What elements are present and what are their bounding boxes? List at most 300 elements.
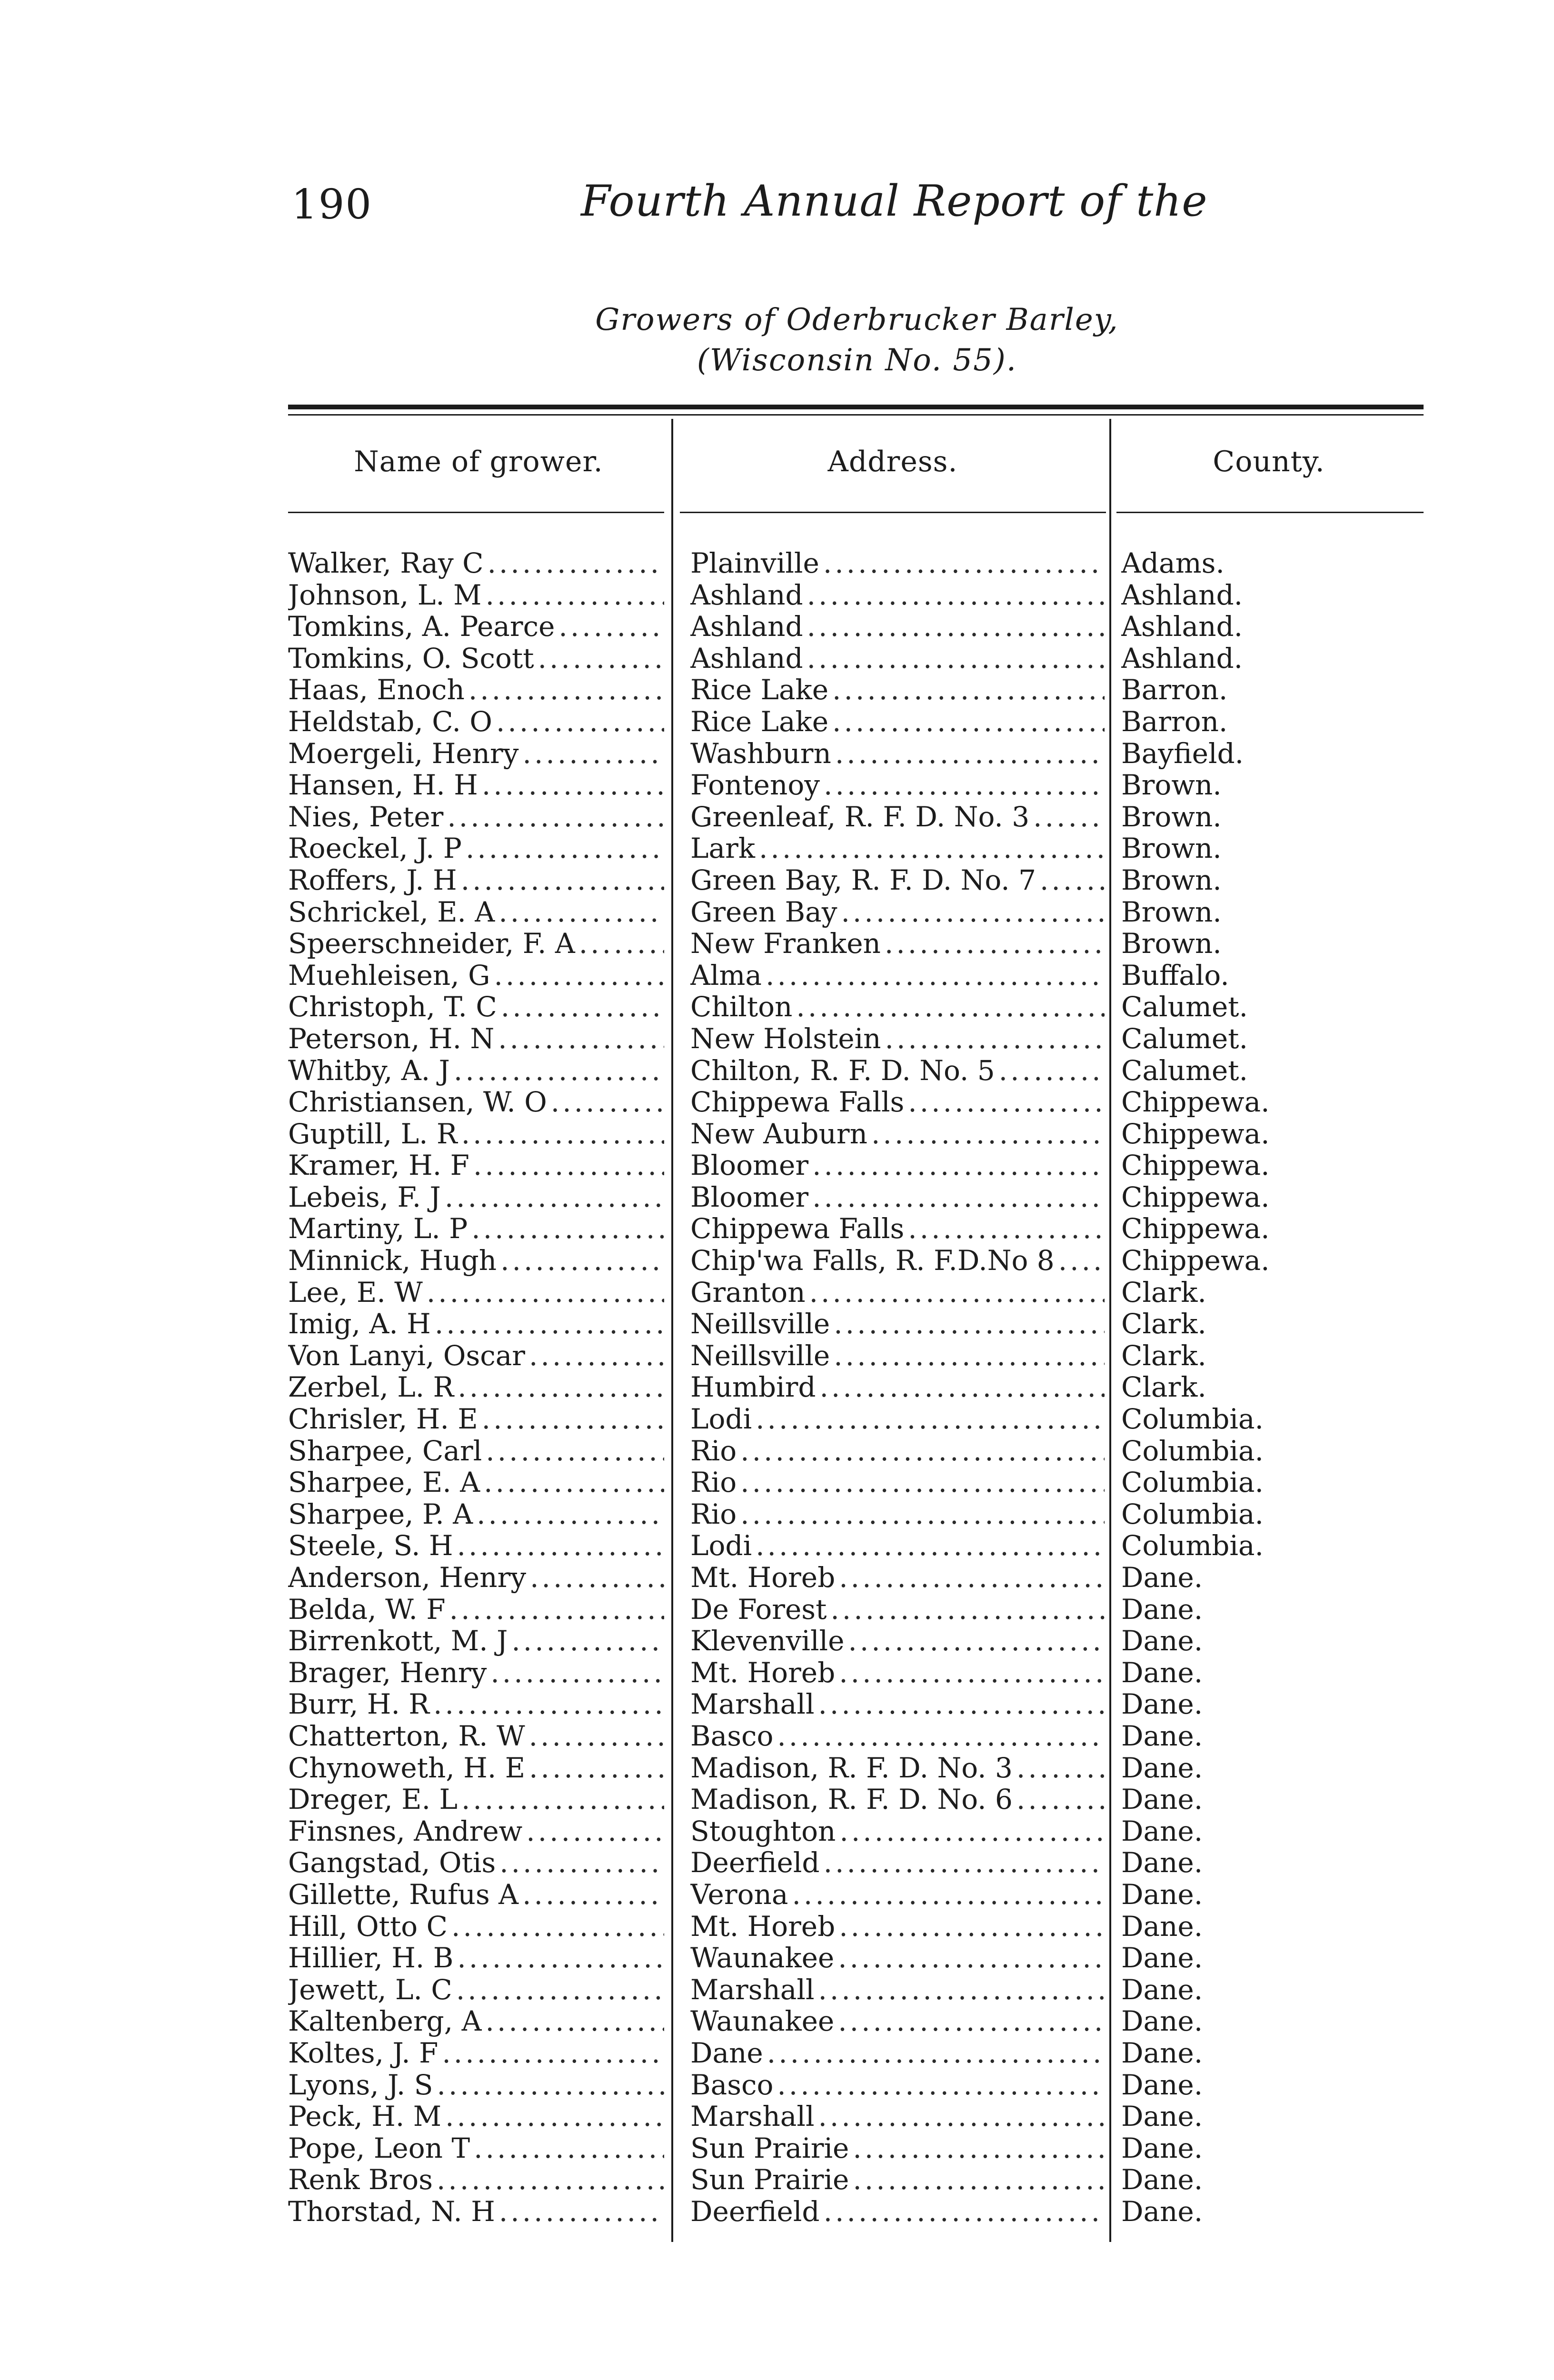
grower-name: Belda, W. F — [288, 1593, 446, 1625]
grower-address-cell — [690, 833, 1105, 864]
grower-name-cell — [288, 547, 664, 579]
leader-dots — [466, 833, 664, 864]
table-row — [288, 1150, 1431, 1181]
grower-address-cell — [690, 1815, 1105, 1847]
grower-name-cell — [288, 1942, 664, 1973]
grower-address: Chippewa Falls — [690, 1213, 905, 1245]
leader-dots — [458, 1371, 664, 1403]
grower-address-cell — [690, 769, 1105, 801]
grower-name-cell — [288, 1435, 664, 1467]
leader-dots — [824, 1847, 1105, 1878]
leader-dots — [447, 801, 664, 833]
table-row — [288, 1213, 1431, 1245]
leader-dots — [812, 1181, 1105, 1213]
grower-address: Deerfield — [690, 1847, 820, 1879]
table-row — [288, 991, 1431, 1023]
table-top-rule-thin — [288, 414, 1424, 416]
grower-name: Peterson, H. N — [288, 1022, 495, 1054]
grower-name-cell — [288, 1403, 664, 1435]
grower-address: Plainville — [690, 547, 819, 579]
grower-county-cell — [1121, 991, 1426, 1022]
table-row — [288, 960, 1431, 992]
grower-county-cell — [1121, 1371, 1426, 1403]
grower-address-cell — [690, 864, 1105, 896]
leader-dots — [449, 1594, 664, 1625]
table-row — [288, 738, 1431, 770]
grower-name-cell — [288, 2037, 664, 2069]
table-row — [288, 1023, 1431, 1055]
leader-dots — [437, 2164, 664, 2195]
leader-dots — [853, 2132, 1105, 2164]
grower-county: Chippewa. — [1121, 1181, 1270, 1213]
grower-county-cell — [1121, 2164, 1426, 2195]
leader-dots — [839, 1911, 1105, 1942]
grower-address-cell — [690, 1784, 1105, 1815]
grower-address: De Forest — [690, 1593, 827, 1625]
grower-county: Clark. — [1121, 1308, 1206, 1340]
leader-dots — [839, 1657, 1105, 1688]
grower-name-cell — [288, 706, 664, 737]
table-row — [288, 674, 1431, 706]
grower-address-cell — [690, 928, 1105, 959]
leader-dots — [474, 2132, 664, 2164]
grower-address-cell — [690, 1847, 1105, 1878]
table-row — [288, 643, 1431, 674]
grower-county: Chippewa. — [1121, 1118, 1270, 1150]
table-row — [288, 2069, 1431, 2101]
grower-name-cell — [288, 769, 664, 801]
grower-county: Columbia. — [1121, 1530, 1264, 1562]
leader-dots — [818, 1688, 1105, 1720]
grower-county-cell — [1121, 1752, 1426, 1784]
grower-address: Ashland — [690, 579, 803, 611]
grower-address: Bloomer — [690, 1150, 809, 1181]
grower-name: Hansen, H. H — [288, 769, 478, 801]
grower-name-cell — [288, 991, 664, 1022]
grower-county-cell — [1121, 1879, 1426, 1910]
leader-dots — [1033, 801, 1105, 833]
grower-name: Finsnes, Andrew — [288, 1815, 523, 1847]
leader-dots — [807, 611, 1105, 642]
grower-address: Fontenoy — [690, 769, 820, 801]
grower-name-cell — [288, 1086, 664, 1118]
leader-dots — [511, 1625, 664, 1656]
grower-county-cell — [1121, 2037, 1426, 2069]
grower-county-cell — [1121, 1467, 1426, 1498]
grower-address-cell — [690, 1688, 1105, 1720]
grower-county: Barron. — [1121, 705, 1228, 737]
table-row — [288, 611, 1431, 643]
leader-dots — [523, 738, 664, 769]
grower-address-cell — [690, 1498, 1105, 1530]
leader-dots — [1058, 1245, 1105, 1276]
grower-address-cell — [690, 2196, 1105, 2227]
leader-dots — [835, 738, 1105, 769]
grower-county-cell — [1121, 1150, 1426, 1181]
grower-name: Heldstab, C. O — [288, 705, 492, 737]
leader-dots — [538, 643, 664, 674]
grower-county-cell — [1121, 1784, 1426, 1815]
grower-name-cell — [288, 928, 664, 959]
grower-name-cell — [288, 1181, 664, 1213]
table-row — [288, 1498, 1431, 1530]
grower-name: Gangstad, Otis — [288, 1847, 496, 1879]
leader-dots — [1016, 1752, 1105, 1784]
grower-name: Minnick, Hugh — [288, 1245, 497, 1277]
grower-county: Brown. — [1121, 864, 1222, 896]
leader-dots — [494, 960, 665, 991]
leader-dots — [740, 1498, 1105, 1530]
grower-name: Anderson, Henry — [288, 1562, 527, 1593]
grower-county: Dane. — [1121, 1942, 1203, 1974]
grower-address-cell — [690, 801, 1105, 833]
leader-dots — [740, 1435, 1105, 1467]
grower-address-cell — [690, 1942, 1105, 1973]
grower-county: Columbia. — [1121, 1467, 1264, 1498]
grower-name-cell — [288, 1530, 664, 1561]
grower-name: Dreger, E. L — [288, 1784, 458, 1815]
grower-county-cell — [1121, 1277, 1426, 1308]
grower-address-cell — [690, 2164, 1105, 2195]
grower-address: Marshall — [690, 1688, 815, 1720]
grower-address: Mt. Horeb — [690, 1656, 836, 1688]
leader-dots — [461, 1118, 664, 1150]
grower-name: Muehleisen, G — [288, 959, 490, 991]
grower-county: Dane. — [1121, 1973, 1203, 2005]
grower-county: Chippewa. — [1121, 1213, 1270, 1245]
grower-address: Granton — [690, 1276, 806, 1308]
leader-dots — [818, 2101, 1105, 2132]
grower-address: Klevenville — [690, 1625, 845, 1657]
leader-dots — [529, 1752, 664, 1784]
leader-dots — [841, 896, 1105, 928]
grower-name: Gillette, Rufus A — [288, 1878, 519, 1910]
table-row — [288, 1181, 1431, 1213]
grower-name: Whitby, A. J — [288, 1054, 450, 1086]
grower-county-cell — [1121, 1530, 1426, 1561]
leader-dots — [427, 1277, 664, 1308]
grower-county: Dane. — [1121, 1688, 1203, 1720]
leader-dots — [490, 1657, 664, 1688]
grower-address-cell — [690, 1467, 1105, 1498]
leader-dots — [471, 1213, 664, 1244]
grower-name: Kaltenberg, A — [288, 2005, 482, 2037]
grower-county-cell — [1121, 706, 1426, 737]
grower-county-cell — [1121, 611, 1426, 642]
grower-address-cell — [690, 1118, 1105, 1150]
grower-county: Dane. — [1121, 1910, 1203, 1942]
leader-dots — [834, 1340, 1105, 1371]
grower-address-cell — [690, 1594, 1105, 1625]
table-body — [288, 547, 1431, 2227]
grower-address: Sun Prairie — [690, 2132, 849, 2164]
table-subtitle: (Wisconsin No. 55). — [697, 343, 1017, 378]
table-row — [288, 1118, 1431, 1150]
grower-address-cell — [690, 643, 1105, 674]
grower-name-cell — [288, 1371, 664, 1403]
grower-county-cell — [1121, 2132, 1426, 2164]
leader-dots — [871, 1118, 1105, 1150]
leader-dots — [832, 674, 1105, 705]
table-row — [288, 2164, 1431, 2196]
grower-county-cell — [1121, 1498, 1426, 1530]
grower-address: Washburn — [690, 737, 831, 769]
leader-dots — [807, 643, 1105, 674]
grower-name-cell — [288, 1720, 664, 1752]
grower-address-cell — [690, 2132, 1105, 2164]
grower-county-cell — [1121, 1181, 1426, 1213]
grower-county-cell — [1121, 896, 1426, 928]
grower-county: Dane. — [1121, 2101, 1203, 2132]
page-number: 190 — [291, 181, 373, 228]
grower-address-cell — [690, 1562, 1105, 1593]
leader-dots — [498, 896, 664, 928]
grower-county: Dane. — [1121, 2037, 1203, 2069]
table-row — [288, 1530, 1431, 1562]
grower-county: Dane. — [1121, 1625, 1203, 1657]
grower-name-cell — [288, 1625, 664, 1656]
grower-name: Martiny, L. P — [288, 1213, 468, 1245]
grower-county-cell — [1121, 1815, 1426, 1847]
leader-dots — [482, 1403, 664, 1435]
grower-name-cell — [288, 960, 664, 991]
table-row — [288, 1657, 1431, 1689]
leader-dots — [908, 1213, 1105, 1244]
grower-name-cell — [288, 1498, 664, 1530]
grower-county: Clark. — [1121, 1371, 1206, 1403]
leader-dots — [461, 1784, 664, 1815]
grower-name: Lebeis, F. J — [288, 1181, 441, 1213]
leader-dots — [838, 1942, 1105, 1973]
grower-county: Brown. — [1121, 833, 1222, 864]
grower-address: Marshall — [690, 1973, 815, 2005]
grower-county-cell — [1121, 1403, 1426, 1435]
table-row — [288, 547, 1431, 579]
grower-county: Clark. — [1121, 1276, 1206, 1308]
grower-name: Thorstad, N. H — [288, 2195, 495, 2227]
leader-dots — [558, 611, 664, 642]
grower-county-cell — [1121, 1847, 1426, 1878]
grower-address-cell — [690, 1213, 1105, 1244]
grower-county-cell — [1121, 579, 1426, 611]
grower-name: Birrenkott, M. J — [288, 1625, 508, 1657]
grower-county: Dane. — [1121, 1815, 1203, 1847]
leader-dots — [500, 1245, 664, 1276]
grower-address: Waunakee — [690, 2005, 835, 2037]
grower-name: Haas, Enoch — [288, 674, 465, 706]
header-rule-name — [288, 512, 664, 513]
grower-county-cell — [1121, 1942, 1426, 1973]
grower-name-cell — [288, 864, 664, 896]
leader-dots — [501, 991, 664, 1022]
leader-dots — [488, 547, 664, 579]
grower-name-cell — [288, 643, 664, 674]
grower-county-cell — [1121, 1213, 1426, 1244]
grower-name: Jewett, L. C — [288, 1973, 452, 2005]
grower-name: Chrisler, H. E — [288, 1403, 478, 1435]
grower-address-cell — [690, 1055, 1105, 1086]
grower-county: Ashland. — [1121, 642, 1243, 674]
leader-dots — [457, 1942, 664, 1973]
leader-dots — [529, 1720, 664, 1752]
grower-county-cell — [1121, 1086, 1426, 1118]
leader-dots — [551, 1086, 664, 1118]
grower-address: New Auburn — [690, 1118, 867, 1150]
grower-county: Dane. — [1121, 2195, 1203, 2227]
grower-county-cell — [1121, 738, 1426, 769]
table-row — [288, 1467, 1431, 1498]
grower-county-cell — [1121, 2101, 1426, 2132]
grower-name-cell — [288, 1847, 664, 1878]
grower-county: Calumet. — [1121, 1022, 1248, 1054]
grower-county-cell — [1121, 1911, 1426, 1942]
table-row — [288, 1688, 1431, 1720]
grower-address-cell — [690, 1720, 1105, 1752]
grower-name-cell — [288, 1213, 664, 1244]
grower-county: Brown. — [1121, 928, 1222, 960]
grower-county: Buffalo. — [1121, 959, 1229, 991]
grower-name: Chynoweth, H. E — [288, 1752, 526, 1784]
grower-name: Lyons, J. S — [288, 2069, 433, 2101]
grower-name-cell — [288, 801, 664, 833]
grower-name: Peck, H. M — [288, 2101, 442, 2132]
leader-dots — [824, 769, 1105, 801]
leader-dots — [819, 1371, 1105, 1403]
table-top-rule-thick — [288, 405, 1424, 409]
grower-address: Green Bay, R. F. D. No. 7 — [690, 864, 1036, 896]
grower-county: Calumet. — [1121, 1054, 1248, 1086]
leader-dots — [740, 1467, 1105, 1498]
grower-county-cell — [1121, 801, 1426, 833]
grower-name: Renk Bros — [288, 2164, 433, 2196]
leader-dots — [499, 2196, 664, 2227]
leader-dots — [766, 960, 1105, 991]
grower-address-cell — [690, 1879, 1105, 1910]
grower-name: Tomkins, O. Scott — [288, 642, 534, 674]
grower-county: Chippewa. — [1121, 1086, 1270, 1118]
grower-address: Humbird — [690, 1371, 816, 1403]
leader-dots — [435, 1308, 664, 1339]
leader-dots — [445, 1181, 664, 1213]
grower-county: Ashland. — [1121, 579, 1243, 611]
grower-address: Chilton — [690, 991, 793, 1023]
table-row — [288, 864, 1431, 896]
leader-dots — [830, 1594, 1105, 1625]
grower-county-cell — [1121, 1594, 1426, 1625]
grower-county-cell — [1121, 833, 1426, 864]
leader-dots — [759, 833, 1105, 864]
leader-dots — [838, 2005, 1105, 2037]
grower-address: Mt. Horeb — [690, 1910, 836, 1942]
table-row — [288, 1625, 1431, 1657]
table-row — [288, 1245, 1431, 1277]
leader-dots — [445, 2101, 664, 2132]
grower-address: Neillsville — [690, 1308, 830, 1340]
grower-address: Stoughton — [690, 1815, 836, 1847]
grower-county: Dane. — [1121, 1847, 1203, 1879]
column-header-name: Name of grower. — [354, 445, 603, 478]
grower-address-cell — [690, 1308, 1105, 1339]
leader-dots — [823, 547, 1105, 579]
leader-dots — [807, 579, 1105, 611]
grower-name: Walker, Ray C — [288, 547, 484, 579]
grower-county-cell — [1121, 643, 1426, 674]
grower-address-cell — [690, 674, 1105, 705]
grower-address: Lodi — [690, 1403, 752, 1435]
grower-name-cell — [288, 1023, 664, 1054]
leader-dots — [834, 1308, 1105, 1339]
grower-address-cell — [690, 547, 1105, 579]
grower-address-cell — [690, 1435, 1105, 1467]
grower-address-cell — [690, 1150, 1105, 1181]
grower-address: Rio — [690, 1467, 737, 1498]
leader-dots — [522, 1879, 664, 1910]
grower-address: Rio — [690, 1435, 737, 1467]
leader-dots — [486, 1435, 664, 1467]
grower-county-cell — [1121, 1688, 1426, 1720]
table-row — [288, 1720, 1431, 1752]
table-row — [288, 896, 1431, 928]
grower-address-cell — [690, 960, 1105, 991]
leader-dots — [454, 1055, 664, 1086]
table-row — [288, 1435, 1431, 1467]
grower-name-cell — [288, 674, 664, 705]
grower-county-cell — [1121, 1720, 1426, 1752]
grower-name: Chatterton, R. W — [288, 1720, 525, 1752]
grower-county-cell — [1121, 2005, 1426, 2037]
grower-county: Dane. — [1121, 1752, 1203, 1784]
grower-name-cell — [288, 1594, 664, 1625]
grower-address-cell — [690, 1086, 1105, 1118]
grower-name: Christiansen, W. O — [288, 1086, 547, 1118]
leader-dots — [848, 1625, 1105, 1656]
grower-address: Rice Lake — [690, 674, 829, 706]
leader-dots — [812, 1150, 1105, 1181]
grower-name-cell — [288, 1657, 664, 1688]
leader-dots — [473, 1150, 664, 1181]
grower-county-cell — [1121, 769, 1426, 801]
grower-name-cell — [288, 611, 664, 642]
grower-name: Burr, H. R — [288, 1688, 430, 1720]
grower-name-cell — [288, 1752, 664, 1784]
grower-address-cell — [690, 1181, 1105, 1213]
leader-dots — [457, 1530, 664, 1561]
leader-dots — [451, 1911, 664, 1942]
grower-name-cell — [288, 1784, 664, 1815]
leader-dots — [486, 579, 664, 611]
grower-name-cell — [288, 1308, 664, 1339]
grower-address: New Holstein — [690, 1022, 881, 1054]
grower-county: Columbia. — [1121, 1498, 1264, 1530]
grower-county-cell — [1121, 1245, 1426, 1276]
grower-name: Sharpee, P. A — [288, 1498, 473, 1530]
leader-dots — [442, 2037, 664, 2069]
grower-county-cell — [1121, 1562, 1426, 1593]
leader-dots — [486, 2005, 664, 2037]
grower-county-cell — [1121, 674, 1426, 705]
leader-dots — [477, 1498, 664, 1530]
grower-name-cell — [288, 1055, 664, 1086]
grower-address: Chip'wa Falls, R. F.D.No 8 — [690, 1245, 1055, 1277]
grower-address: Dane — [690, 2037, 763, 2069]
leader-dots — [756, 1530, 1105, 1561]
leader-dots — [839, 1815, 1105, 1847]
leader-dots — [818, 1974, 1105, 2005]
leader-dots — [853, 2164, 1105, 2195]
table-row — [288, 1879, 1431, 1911]
grower-address-cell — [690, 1023, 1105, 1054]
grower-address-cell — [690, 579, 1105, 611]
